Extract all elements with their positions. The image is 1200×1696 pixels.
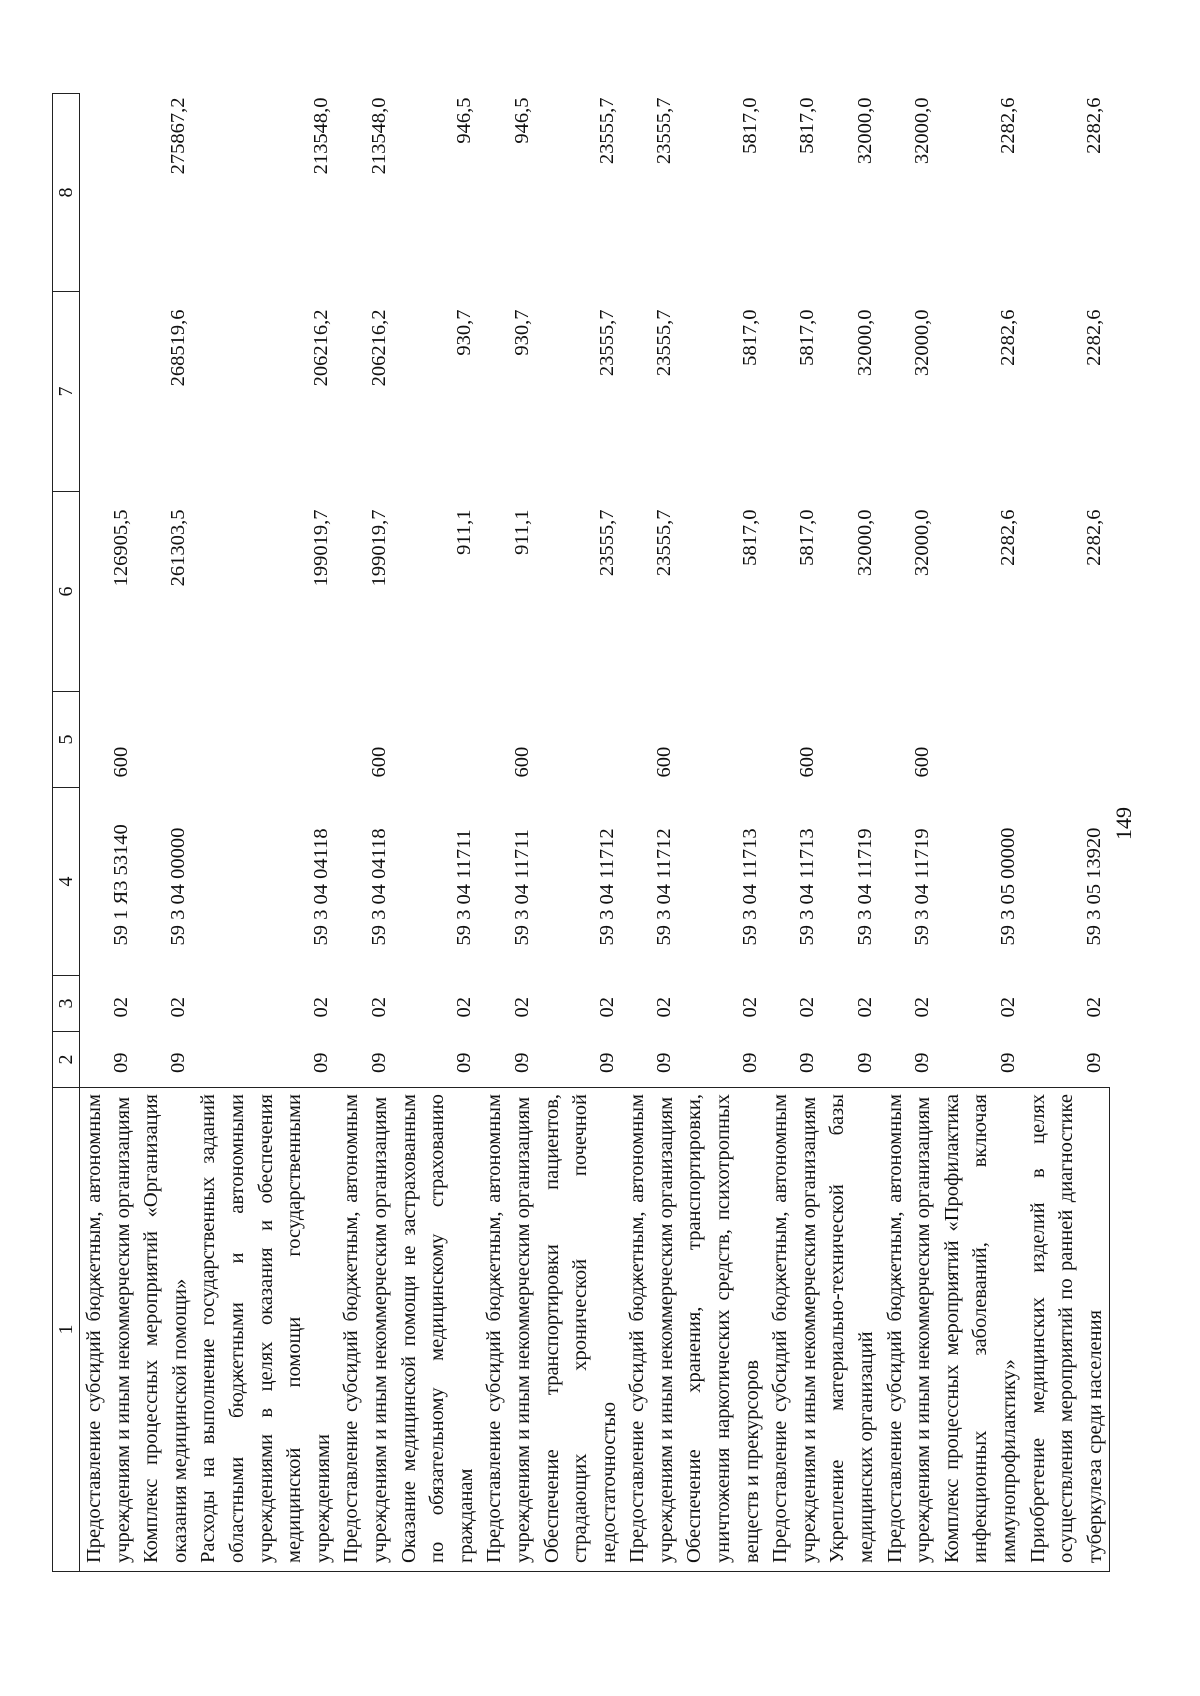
header-col-1: 1	[53, 1088, 80, 1572]
header-col-5: 5	[53, 692, 80, 788]
section-code: 09	[110, 1052, 133, 1073]
table-row	[938, 94, 1024, 1572]
amount-col-6: 5817,0	[796, 509, 819, 566]
target-article-code: 59 3 04 11719	[910, 828, 933, 946]
amount-col-6: 126905,5	[110, 509, 133, 587]
expense-type-code	[1024, 692, 1110, 788]
table-body	[80, 94, 1110, 1572]
table-row	[1024, 94, 1110, 1572]
expense-type-code	[194, 692, 337, 788]
row-description: Расходы на выполнение государственных заданий областными бюджетными и автономными учреждениями в целях оказания и обеспечения медицинской помощи государственными учреждениями	[194, 1088, 337, 1572]
header-col-7: 7	[53, 292, 80, 492]
amount-col-8: 5817,0	[796, 97, 819, 154]
row-description: Комплекс процессных мероприятий «Профилактика инфекционных заболеваний, включая иммунопрофилактику»	[938, 1088, 1024, 1572]
amount-col-7: 32000,0	[853, 309, 876, 377]
expense-type-code	[938, 692, 1024, 788]
amount-col-8: 2282,6	[1082, 97, 1105, 154]
table-row	[766, 94, 823, 1572]
amount-col-7: 930,7	[453, 309, 476, 356]
target-article-code: 59 3 04 11713	[739, 828, 762, 946]
header-col-2: 2	[53, 1032, 80, 1088]
row-description: Предоставление субсидий бюджетным, автономным учреждениям и иным некоммерческим организациям	[623, 1088, 680, 1572]
row-description: Обеспечение транспортировки пациентов, страдающих хронической почечной недостаточностью	[538, 1088, 624, 1572]
expense-type-code: 600	[653, 746, 676, 778]
section-code: 09	[453, 1052, 476, 1073]
section-code: 09	[310, 1052, 333, 1073]
header-row	[53, 94, 80, 1572]
amount-col-8: 32000,0	[853, 97, 876, 165]
subsection-code: 02	[453, 997, 476, 1018]
target-article-code: 59 3 04 11712	[596, 828, 619, 946]
section-code: 09	[1082, 1052, 1105, 1073]
amount-col-8	[80, 94, 138, 292]
amount-col-6: 911,1	[510, 509, 533, 555]
row-description: Оказание медицинской помощи не застрахованным по обязательному медицинскому страхованию гражданам	[395, 1088, 481, 1572]
amount-col-7: 5817,0	[739, 309, 762, 366]
amount-col-6: 5817,0	[739, 509, 762, 566]
expense-type-code: 600	[367, 746, 390, 778]
subsection-code: 02	[310, 997, 333, 1018]
expense-type-code	[395, 692, 481, 788]
subsection-code: 02	[996, 997, 1019, 1018]
section-code: 09	[796, 1052, 819, 1073]
expense-type-code	[538, 692, 624, 788]
subsection-code: 02	[739, 997, 762, 1018]
table-row	[623, 94, 680, 1572]
table-row	[337, 94, 394, 1572]
amount-col-8: 5817,0	[739, 97, 762, 154]
expense-type-code	[823, 692, 880, 788]
amount-col-6: 911,1	[453, 509, 476, 555]
row-description: Предоставление субсидий бюджетным, автономным учреждениям и иным некоммерческим организациям	[881, 1088, 938, 1572]
amount-col-6: 199019,7	[367, 509, 390, 587]
row-description: Приобретение медицинских изделий в целях осуществления мероприятий по ранней диагностике туберкулеза среди населения	[1024, 1088, 1110, 1572]
subsection-code: 02	[853, 997, 876, 1018]
section-code: 09	[996, 1052, 1019, 1073]
target-article-code: 59 3 04 11719	[853, 828, 876, 946]
subsection-code: 02	[1082, 997, 1105, 1018]
subsection-code: 02	[910, 997, 933, 1018]
target-article-code: 59 3 04 04118	[310, 828, 333, 946]
row-description: Предоставление субсидий бюджетным, автономным учреждениям и иным некоммерческим организациям	[480, 1088, 537, 1572]
section-code: 09	[653, 1052, 676, 1073]
section-code: 09	[853, 1052, 876, 1073]
amount-col-7: 206216,2	[310, 309, 333, 387]
section-code: 09	[510, 1052, 533, 1073]
row-description: Укрепление материально-технической базы медицинских организаций	[823, 1088, 880, 1572]
amount-col-7: 268519,6	[167, 309, 190, 387]
target-article-code: 59 3 04 04118	[367, 828, 390, 946]
row-description: Предоставление субсидий бюджетным, автономным учреждениям и иным некоммерческим организациям	[80, 1088, 138, 1572]
table-row	[80, 94, 138, 1572]
amount-col-6: 261303,5	[167, 509, 190, 587]
table-row	[137, 94, 194, 1572]
amount-col-8: 23555,7	[596, 97, 619, 165]
amount-col-8: 946,5	[453, 97, 476, 144]
target-article-code: 59 3 04 11713	[796, 828, 819, 946]
header-col-8: 8	[53, 94, 80, 292]
amount-col-6: 23555,7	[653, 509, 676, 577]
amount-col-8: 946,5	[510, 97, 533, 144]
row-description: Предоставление субсидий бюджетным, автономным учреждениям и иным некоммерческим организациям	[337, 1088, 394, 1572]
header-col-3: 3	[53, 976, 80, 1032]
amount-col-6: 23555,7	[596, 509, 619, 577]
amount-col-8: 2282,6	[996, 97, 1019, 154]
table-row	[538, 94, 624, 1572]
expense-type-code: 600	[796, 746, 819, 778]
amount-col-6: 32000,0	[910, 509, 933, 577]
target-article-code: 59 3 05 00000	[996, 827, 1019, 946]
row-description: Комплекс процессных мероприятий «Организация оказания медицинской помощи»	[137, 1088, 194, 1572]
amount-col-8: 32000,0	[910, 97, 933, 165]
subsection-code: 02	[596, 997, 619, 1018]
target-article-code: 59 1 Я3 53140	[110, 824, 133, 946]
amount-col-6: 199019,7	[310, 509, 333, 587]
target-article-code: 59 3 04 00000	[167, 827, 190, 946]
amount-col-8: 213548,0	[310, 97, 333, 175]
amount-col-8: 213548,0	[367, 97, 390, 175]
page-number: 149	[1111, 807, 1136, 840]
subsection-code: 02	[167, 997, 190, 1018]
subsection-code: 02	[796, 997, 819, 1018]
section-code: 09	[167, 1052, 190, 1073]
table-row	[881, 94, 938, 1572]
amount-col-7: 23555,7	[653, 309, 676, 377]
amount-col-8: 23555,7	[653, 97, 676, 165]
amount-col-6: 2282,6	[1082, 509, 1105, 566]
amount-col-6: 32000,0	[853, 509, 876, 577]
section-code: 09	[739, 1052, 762, 1073]
section-code: 09	[596, 1052, 619, 1073]
subsection-code: 02	[367, 997, 390, 1018]
target-article-code: 59 3 04 11711	[453, 829, 476, 946]
amount-col-7: 2282,6	[996, 309, 1019, 366]
subsection-code: 02	[110, 997, 133, 1018]
amount-col-7: 23555,7	[596, 309, 619, 377]
amount-col-7: 5817,0	[796, 309, 819, 366]
amount-col-7: 32000,0	[910, 309, 933, 377]
target-article-code: 59 3 04 11711	[510, 829, 533, 946]
section-code: 09	[367, 1052, 390, 1073]
amount-col-7: 206216,2	[367, 309, 390, 387]
amount-col-7: 930,7	[510, 309, 533, 356]
expense-type-code: 600	[110, 746, 133, 778]
target-article-code: 59 3 05 13920	[1082, 827, 1105, 946]
target-article-code: 59 3 04 11712	[653, 828, 676, 946]
section-code: 09	[910, 1052, 933, 1073]
expense-type-code: 600	[910, 746, 933, 778]
table-row	[680, 94, 766, 1572]
header-col-4: 4	[53, 788, 80, 976]
expense-type-code	[137, 692, 194, 788]
header-col-6: 6	[53, 492, 80, 692]
subsection-code: 02	[510, 997, 533, 1018]
table-row	[395, 94, 481, 1572]
expense-type-code	[680, 692, 766, 788]
budget-table	[52, 93, 1110, 1572]
expense-type-code: 600	[510, 746, 533, 778]
amount-col-6: 2282,6	[996, 509, 1019, 566]
subsection-code: 02	[653, 997, 676, 1018]
row-description: Обеспечение хранения, транспортировки, уничтожения наркотических средств, психотропных веществ и прекурсоров	[680, 1088, 766, 1572]
amount-col-7	[80, 292, 138, 492]
amount-col-7: 2282,6	[1082, 309, 1105, 366]
amount-col-8: 275867,2	[167, 97, 190, 175]
table-row	[480, 94, 537, 1572]
table-row	[194, 94, 337, 1572]
row-description: Предоставление субсидий бюджетным, автономным учреждениям и иным некоммерческим организациям	[766, 1088, 823, 1572]
table-row	[823, 94, 880, 1572]
